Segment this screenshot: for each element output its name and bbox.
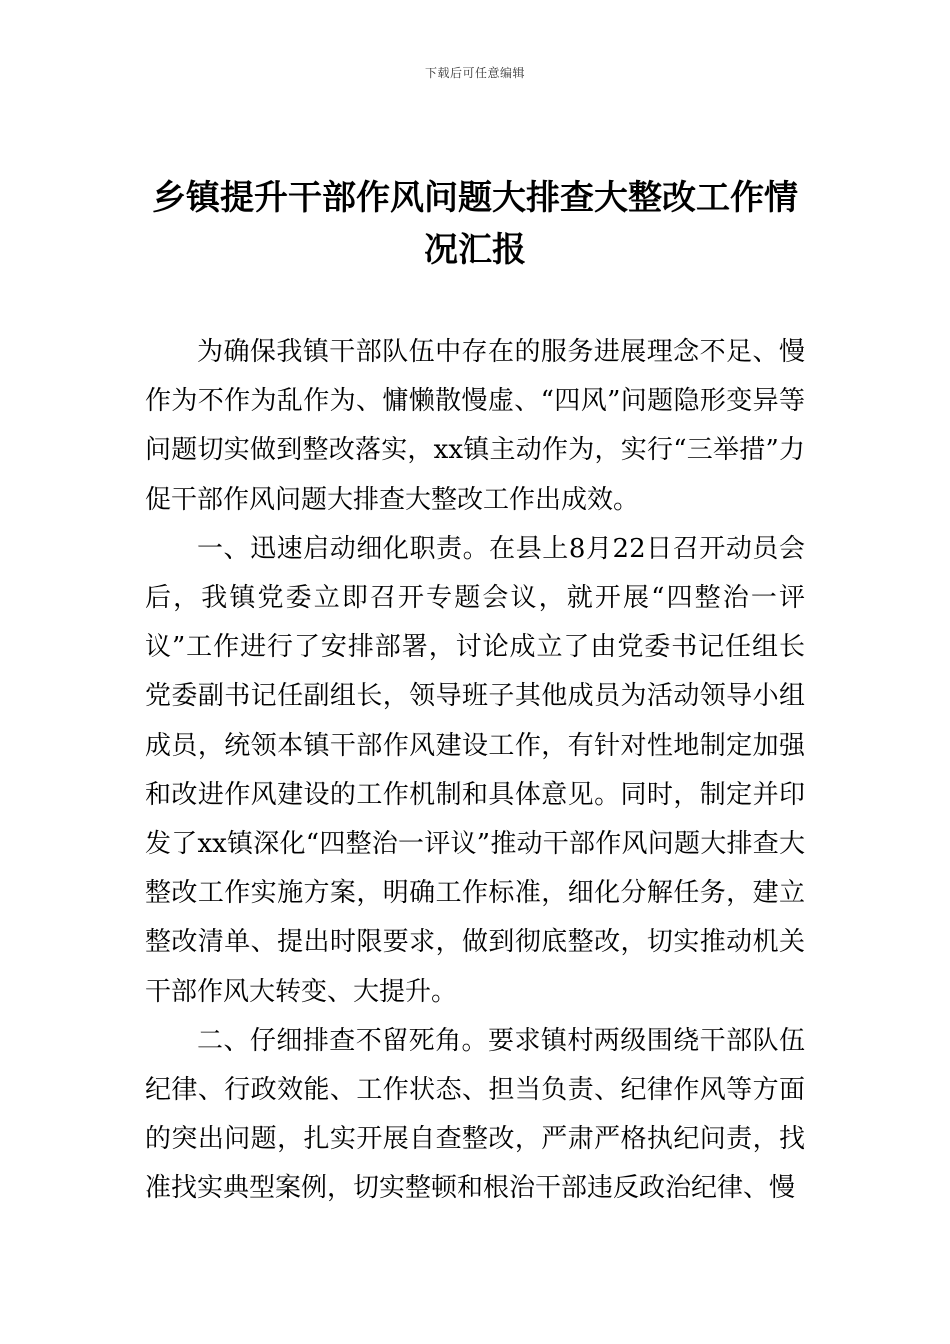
document-title: 乡镇提升干部作风问题大排查大整改工作情况汇报 [152,178,798,270]
header-note: 下载后可任意编辑 [424,66,525,80]
paragraph-section-2: 二、仔细排查不留死角。要求镇村两级围绕干部队伍纪律、行政效能、工作状态、担当负责、纪律作风等方面的突出问题，扎实开展自查整改，严肃严格执纪问责，找准找实典型案例，切实整顿和根治干部违反政治纪律、慢 [145,1025,805,1204]
document-body [145,328,805,1214]
paragraph-intro: 为确保我镇干部队伍中存在的服务进展理念不足、慢作为不作为乱作为、慵懒散慢虚、“四风”问题隐形变异等问题切实做到整改落实，xx镇主动作为，实行“三举措”力促干部作风问题大排查大整改工作出成效。 [145,337,805,515]
paragraph-section-1: 一、迅速启动细化职责。在县上8月22日召开动员会后，我镇党委立即召开专题会议，就开展“四整治一评议”工作进行了安排部署，讨论成立了由党委书记任组长党委副书记任副组长，领导班子其他成员为活动领导小组成员，统领本镇干部作风建设工作，有针对性地制定加强和改进作风建设的工作机制和具体意见。同时，制定并印发了xx镇深化“四整治一评议”推动干部作风问题大排查大整改工作实施方案，明确工作标准，细化分解任务，建立整改清单、提出时限要求，做到彻底整改，切实推动机关干部作风大转变、大提升。 [145,533,805,1007]
